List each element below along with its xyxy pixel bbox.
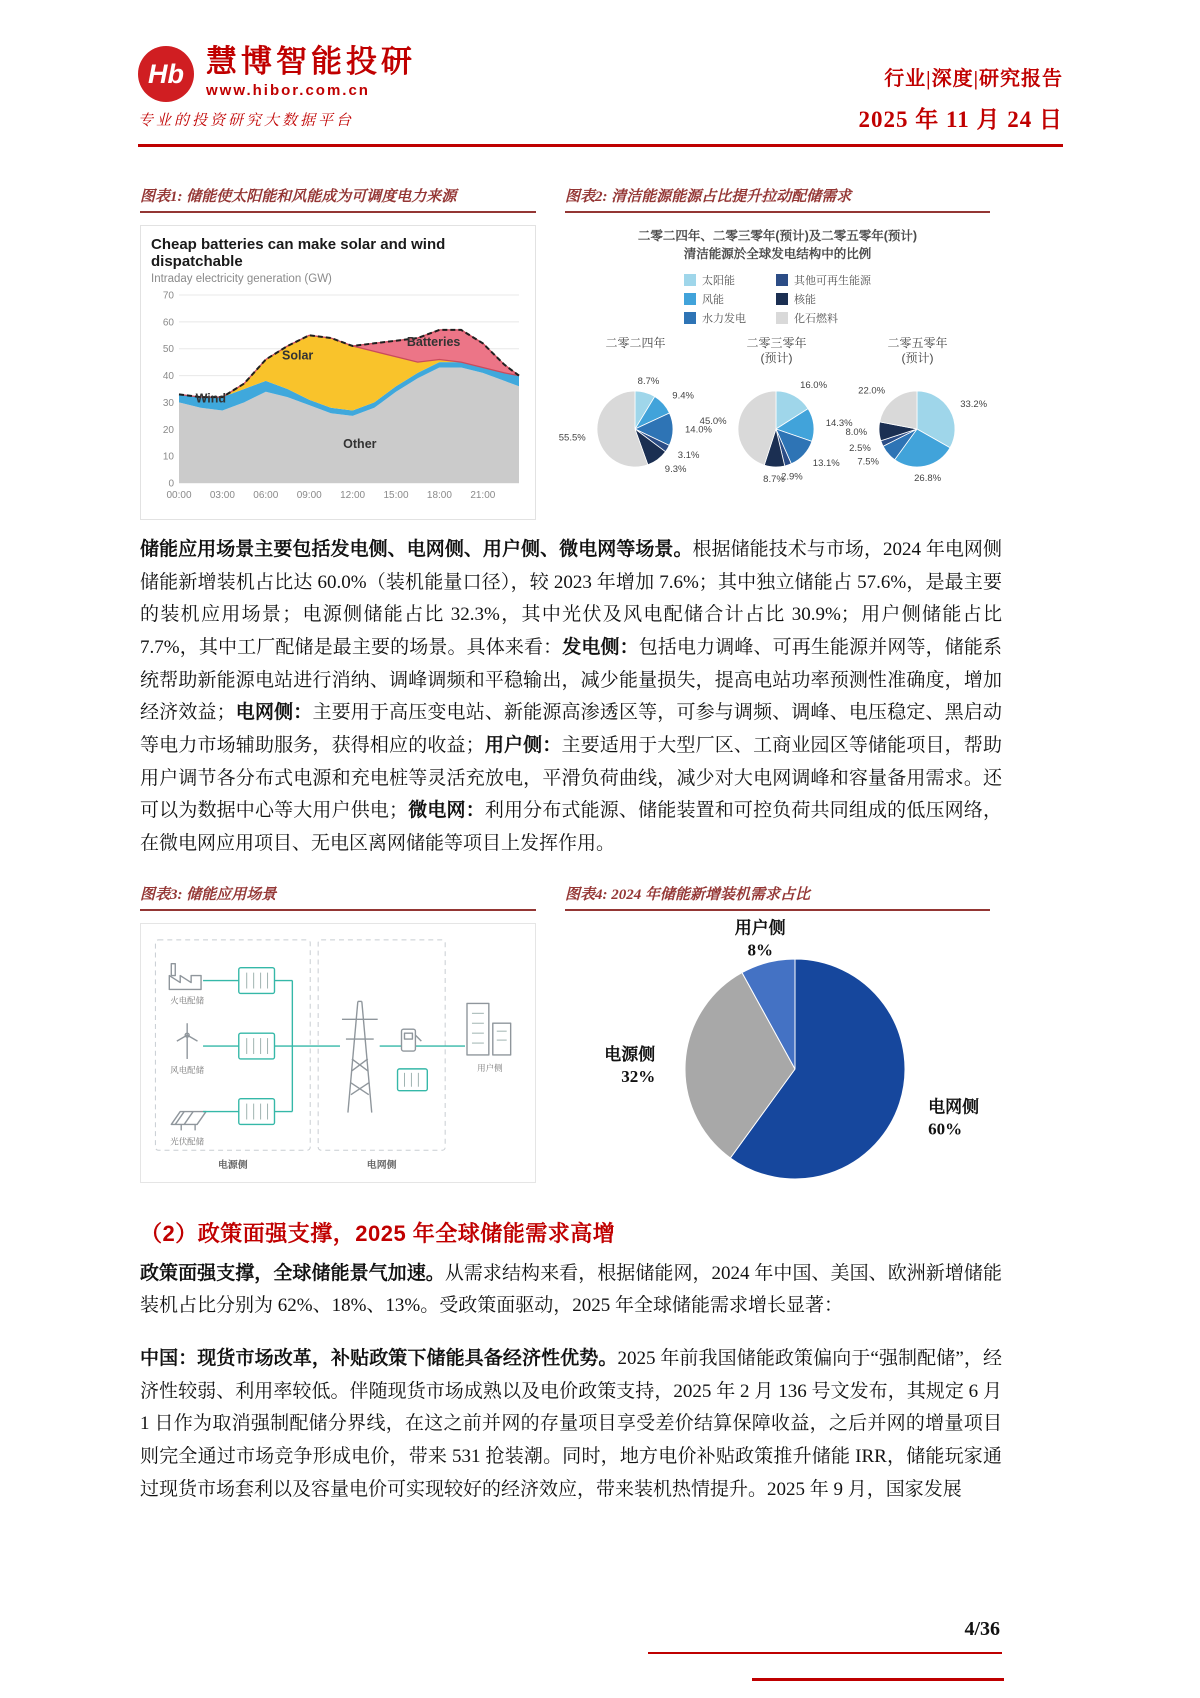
svg-text:40: 40 bbox=[162, 371, 174, 383]
legend-item: 化石燃料 bbox=[776, 310, 871, 326]
area-label: Wind bbox=[195, 391, 227, 406]
svg-text:30: 30 bbox=[162, 397, 174, 409]
area-label: Solar bbox=[282, 348, 314, 363]
solar-panel-icon bbox=[171, 1111, 206, 1130]
report-date: 2025 年 11 月 24 日 bbox=[858, 107, 1063, 132]
pie-label: 电网侧 60% bbox=[928, 1097, 980, 1139]
pie-percent-label: 2.5% bbox=[849, 443, 871, 455]
pie-slice bbox=[880, 391, 917, 429]
pie-percent-label: 14.0% bbox=[685, 424, 712, 436]
source-side-label: 电源侧 bbox=[217, 1159, 248, 1171]
pie-label: 用户侧 8% bbox=[734, 918, 786, 960]
pie-percent-label: 3.1% bbox=[677, 450, 700, 462]
solar-label: 光伏配储 bbox=[170, 1136, 205, 1147]
pie-year-label: 二零三零年 (预计) bbox=[746, 336, 807, 366]
pie-label: 电源侧 32% bbox=[604, 1044, 656, 1086]
page-header bbox=[138, 0, 1063, 134]
pies-row bbox=[558, 336, 990, 496]
pie-percent-label: 45.0% bbox=[699, 416, 727, 428]
legend-swatch bbox=[684, 312, 696, 324]
paragraph-china-policy: 中国：现货市场改革，补贴政策下储能具备经济性优势。2025 年前我国储能政策偏向于“强制配储”，经济性较弱、利用率较低。伴随现货市场成熟以及电价政策支持，2025 年 2 月 136 号文发布，其规定 6 月 1 日作为取消强制配储分界线，在这之前并网的存量项目享受差价结算保障收益，之后并网的增量项目则完全通过市场竞争形成电价，带来 531 抢装潮。同时，地方电价补贴政策推升储能 IRR，储能玩家通过现货市场套利以及容量电价可实现较好的经济效应，带来装机热情提升。2025 年 9 月，国家发展 bbox=[140, 1348, 1002, 1500]
storage-cabinet-icon bbox=[239, 967, 275, 1124]
thermal-label: 火电配储 bbox=[170, 995, 205, 1006]
wind-turbine-icon bbox=[177, 1023, 198, 1059]
figure-2 bbox=[558, 185, 990, 520]
pie-percent-label: 16.0% bbox=[800, 380, 828, 392]
doc-type-label: 行业|深度|研究报告 bbox=[884, 68, 1063, 90]
legend-swatch bbox=[776, 274, 788, 286]
svg-text:20: 20 bbox=[162, 424, 174, 436]
clean-energy-pies bbox=[558, 227, 990, 496]
pie-percent-label: 33.2% bbox=[960, 399, 988, 411]
paragraph-application-scenarios: 储能应用场景主要包括发电侧、电网侧、用户侧、微电网等场景。根据储能技术与市场，2024 年电网侧储能新增装机占比达 60.0%（装机能量口径），较 2023 年增加 7.6%；其中独立储能占 57.6%，是最主要的装机应用场景；电源侧储能占比 32.3%，其中光伏及风电配储合计占比 30.9%；用户侧储能占比 7.7%，其中工厂配储是最主要的场景。具体来看：发电侧：包括电力调峰、可再生能源并网等，储能系统帮助新能源电站进行消纳、调峰调频和平稳输出，减少能量损失，提高电站功率预测性准确度，增加经济效益；电网侧：主要用于高压变电站、新能源高渗透区等，可参与调频、调峰、电压稳定、黑启动等电力市场辅助服务，获得相应的收益；用户侧：主要适用于大型厂区、工商业园区等储能项目，帮助用户调节各分布式电源和充电桩等灵活充放电，平滑负荷曲线，减少对大电网调峰和容量备用需求。还可以为数据中心等大用户供电；微电网：利用分布式能源、储能装置和可控负荷共同组成的低压网络，在微电网应用项目、无电区离网储能等项目上发挥作用。 bbox=[140, 539, 1002, 855]
pie-percent-label: 22.0% bbox=[858, 385, 886, 397]
figure-row-2 bbox=[140, 883, 990, 1191]
svg-text:15:00: 15:00 bbox=[383, 490, 409, 501]
footer-rule-top bbox=[648, 1652, 1002, 1654]
legend-item: 风能 bbox=[684, 291, 746, 307]
storage-scenarios-diagram bbox=[140, 923, 536, 1183]
svg-text:70: 70 bbox=[162, 290, 174, 302]
battery-dispatch-chart bbox=[140, 225, 536, 520]
svg-text:09:00: 09:00 bbox=[296, 490, 322, 501]
pie-chart bbox=[558, 336, 712, 496]
stacked-area-chart bbox=[151, 285, 525, 510]
installed-demand-pie bbox=[565, 918, 990, 1191]
factory-icon bbox=[169, 963, 201, 989]
charging-pile-icon bbox=[402, 1029, 422, 1051]
pie-year-label: 二零二四年 bbox=[605, 336, 666, 351]
section-heading: （2）政策面强支撑，2025 年全球储能需求高增 bbox=[140, 1220, 616, 1246]
svg-text:10: 10 bbox=[162, 451, 174, 463]
legend-swatch bbox=[684, 274, 696, 286]
figure-4 bbox=[565, 883, 990, 1191]
legend-item: 核能 bbox=[776, 291, 871, 307]
paragraph-policy-support: 政策面强支撑，全球储能景气加速。从需求结构来看，根据储能网，2024 年中国、美国、欧洲新增储能装机占比分别为 62%、18%、13%。受政策面驱动，2025 年全球储能需求增长显著： bbox=[140, 1262, 1002, 1317]
svg-text:0: 0 bbox=[168, 478, 174, 490]
transmission-tower-icon bbox=[342, 1001, 378, 1112]
pie-legend bbox=[565, 272, 990, 326]
pie-year-label: 二零五零年 (预计) bbox=[887, 336, 948, 366]
pie-percent-label: 8.7% bbox=[637, 376, 660, 388]
figure-3 bbox=[140, 883, 536, 1191]
brand-url: www.hibor.com.cn bbox=[206, 81, 370, 99]
pie-svg bbox=[699, 369, 853, 491]
legend-swatch bbox=[776, 293, 788, 305]
pie-percent-label: 7.5% bbox=[857, 456, 879, 468]
brand-block bbox=[138, 46, 416, 130]
brand-name: 慧博智能投研 bbox=[206, 44, 416, 79]
pie-percent-label: 13.1% bbox=[812, 458, 840, 470]
pie-percent-label: 8.0% bbox=[845, 427, 868, 439]
figure-1 bbox=[140, 185, 536, 520]
legend-item: 其他可再生能源 bbox=[776, 272, 871, 288]
report-meta bbox=[859, 46, 1063, 134]
hibor-logo-icon: Hb bbox=[138, 46, 194, 102]
figure-2-caption: 图表2: 清洁能源能源占比提升拉动配储需求 bbox=[565, 185, 990, 213]
pie-percent-label: 26.8% bbox=[914, 473, 942, 485]
wind-label: 风电配储 bbox=[170, 1064, 205, 1075]
brand-slogan: 专业的投资研究大数据平台 bbox=[138, 113, 355, 129]
legend-swatch bbox=[776, 312, 788, 324]
svg-text:06:00: 06:00 bbox=[253, 490, 279, 501]
svg-text:03:00: 03:00 bbox=[209, 490, 235, 501]
svg-text:00:00: 00:00 bbox=[166, 490, 192, 501]
chart-subtitle: Intraday electricity generation (GW) bbox=[151, 273, 332, 285]
pie-chart-title: 二零二四年、二零三零年(预计)及二零五零年(预计) 清洁能源於全球发电结构中的比例 bbox=[637, 229, 918, 262]
pie-percent-label: 14.3% bbox=[825, 418, 853, 430]
figure-4-caption: 图表4: 2024 年储能新增装机需求占比 bbox=[565, 883, 990, 911]
svg-text:60: 60 bbox=[162, 317, 174, 329]
chart-title: Cheap batteries can make solar and wind dispatchable bbox=[151, 236, 446, 270]
pie-chart bbox=[699, 336, 853, 496]
grid-side-label: 电网侧 bbox=[366, 1159, 397, 1171]
user-side-label: 用户侧 bbox=[477, 1062, 503, 1073]
pie-percent-label: 55.5% bbox=[558, 432, 586, 444]
grid-storage-cabinet-icon bbox=[398, 1069, 428, 1091]
figure-1-caption: 图表1: 储能使太阳能和风能成为可调度电力来源 bbox=[140, 185, 536, 213]
legend-swatch bbox=[684, 293, 696, 305]
pie-percent-label: 8.7% bbox=[763, 474, 785, 486]
pie-svg bbox=[847, 369, 988, 491]
svg-text:12:00: 12:00 bbox=[340, 490, 366, 501]
svg-text:50: 50 bbox=[162, 344, 174, 356]
page-number: 4/36 bbox=[964, 1618, 1000, 1640]
pie-percent-label: 9.3% bbox=[664, 464, 687, 476]
pie-percent-label: 9.4% bbox=[672, 390, 694, 402]
figure-3-caption: 图表3: 储能应用场景 bbox=[140, 883, 536, 911]
footer-rule-bottom bbox=[752, 1678, 1004, 1681]
legend-item: 水力发电 bbox=[684, 310, 746, 326]
area-label: Batteries bbox=[406, 335, 461, 350]
svg-text:18:00: 18:00 bbox=[426, 490, 452, 501]
svg-text:21:00: 21:00 bbox=[470, 490, 496, 501]
area-label: Other bbox=[343, 437, 377, 452]
header-rule bbox=[138, 144, 1063, 147]
pie-svg bbox=[558, 369, 712, 491]
pie-chart bbox=[847, 336, 988, 496]
figure-row-1 bbox=[140, 185, 990, 520]
buildings-icon bbox=[467, 1003, 511, 1055]
pie-percent-label: 2.9% bbox=[781, 471, 803, 483]
legend-item: 太阳能 bbox=[684, 272, 746, 288]
